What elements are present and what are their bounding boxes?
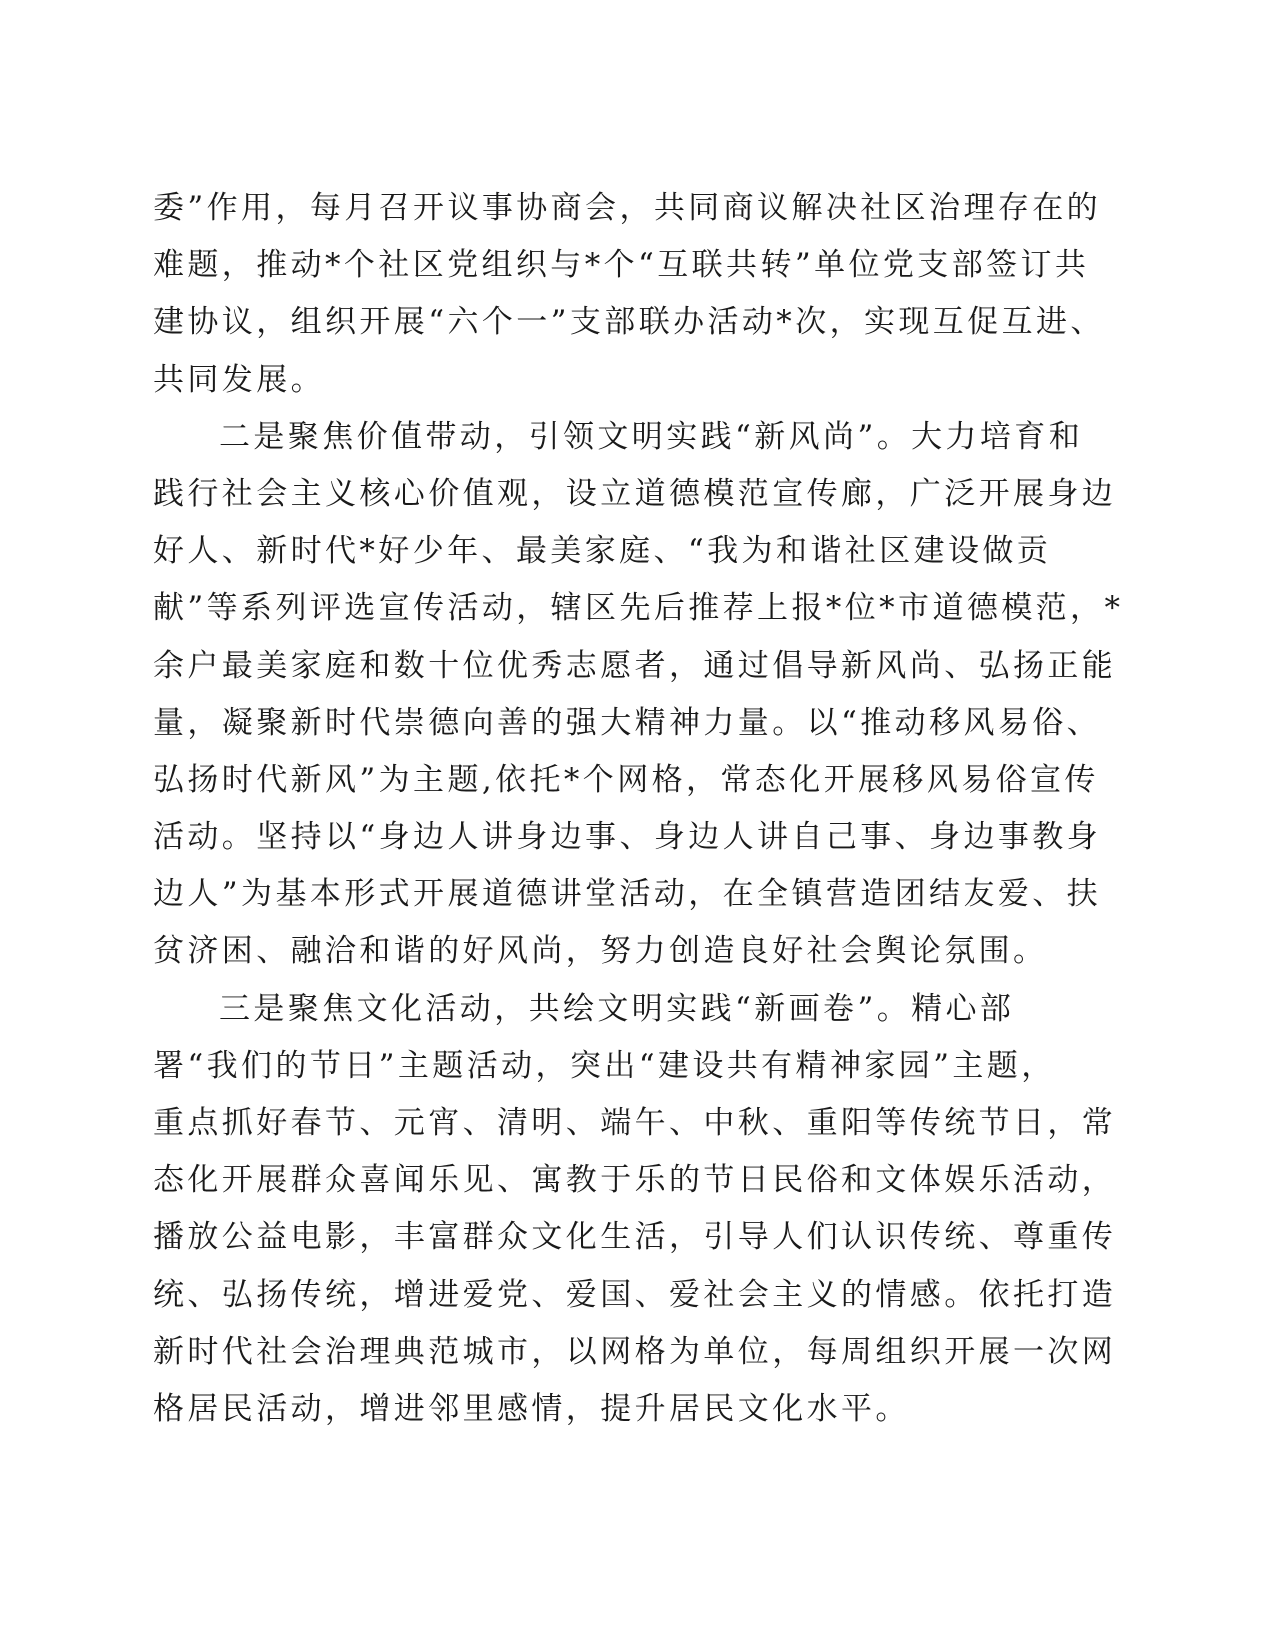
text-line: 统、弘扬传统，增进爱党、爱国、爱社会主义的情感。依托打造 <box>153 1276 1117 1313</box>
text-line: 量，凝聚新时代崇德向善的强大精神力量。以“推动移风易俗、 <box>153 704 1102 741</box>
text-line: 格居民活动，增进邻里感情，提升居民文化水平。 <box>153 1390 910 1427</box>
text-line: 边人”为基本形式开展道德讲堂活动，在全镇营造团结友爱、扶 <box>153 876 1102 913</box>
body-text <box>153 180 1124 1438</box>
text-line: 署“我们的节日”主题活动，突出“建设共有精神家园”主题， <box>153 1047 1056 1084</box>
text-line: 态化开展群众喜闻乐见、寓教于乐的节日民俗和文体娱乐活动， <box>153 1162 1117 1199</box>
text-line: 活动。坚持以“身边人讲身边事、身边人讲自己事、身边事教身 <box>153 819 1102 856</box>
text-line: 献”等系列评选宣传活动，辖区先后推荐上报*位*市道德模范，* <box>153 590 1124 627</box>
text-line: 余户最美家庭和数十位优秀志愿者，通过倡导新风尚、弘扬正能 <box>153 647 1117 684</box>
text-line: 共同发展。 <box>153 361 325 398</box>
text-line: 委”作用，每月召开议事协商会，共同商议解决社区治理存在的 <box>153 190 1102 226</box>
text-line: 新时代社会治理典范城市，以网格为单位，每周组织开展一次网 <box>153 1333 1117 1370</box>
text-line: 播放公益电影，丰富群众文化生活，引导人们认识传统、尊重传 <box>153 1219 1117 1256</box>
text-line: 建协议，组织开展“六个一”支部联办活动*次，实现互促互进、 <box>153 304 1105 341</box>
text-line: 贫济困、融洽和谐的好风尚，努力创造良好社会舆论氛围。 <box>153 933 1048 970</box>
text-line: 践行社会主义核心价值观，设立道德模范宣传廊，广泛开展身边 <box>153 475 1117 512</box>
text-line: 重点抓好春节、元宵、清明、端午、中秋、重阳等传统节日，常 <box>153 1105 1117 1141</box>
text-line: 弘扬时代新风”为主题,依托*个网格，常态化开展移风易俗宣传 <box>153 761 1099 798</box>
text-line: 难题，推动*个社区党组织与*个“互联共转”单位党支部签订共 <box>153 247 1090 284</box>
text-line: 好人、新时代*好少年、最美家庭、“我为和谐社区建设做贡 <box>153 533 1052 570</box>
paragraph-start-line: 三是聚焦文化活动，共绘文明实践“新画卷”。精心部 <box>219 990 1015 1027</box>
paragraph-start-line: 二是聚焦价值带动，引领文明实践“新风尚”。大力培育和 <box>219 418 1084 455</box>
